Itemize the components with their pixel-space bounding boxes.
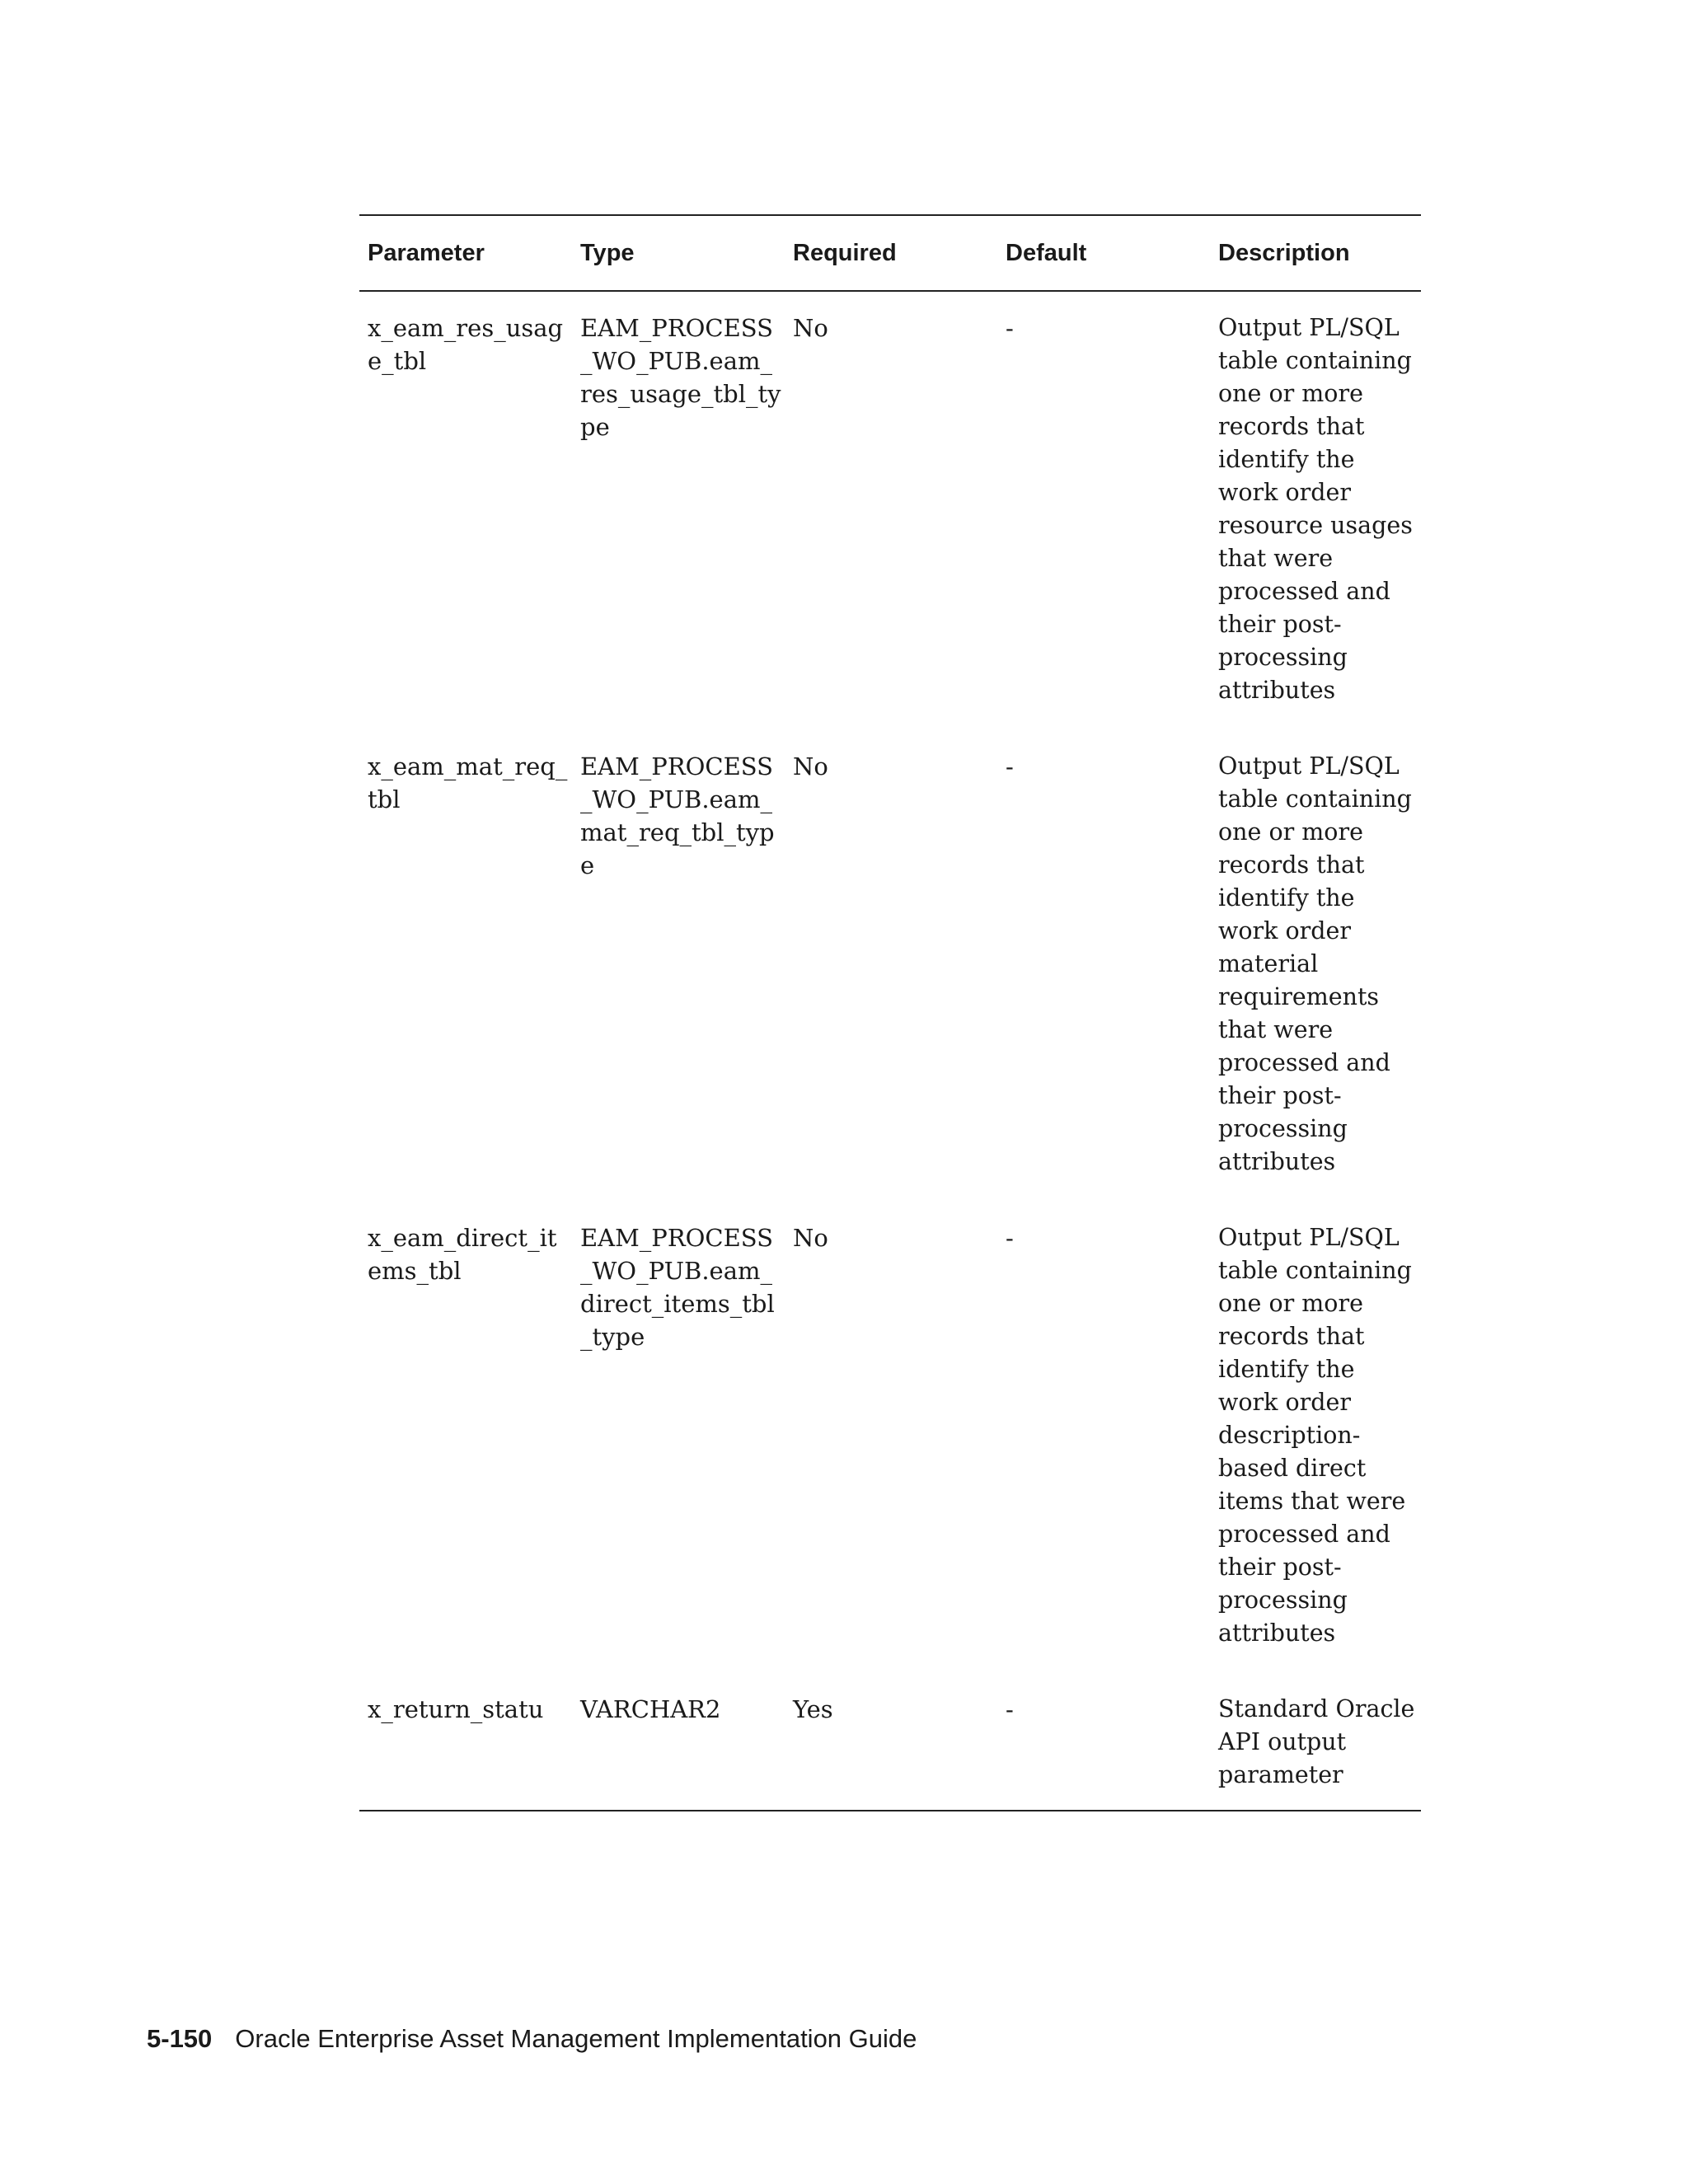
table-row (359, 312, 1421, 750)
cell-description: Output PL/SQL table containing one or more records that identify the work order description-based direct items that were processed and their post-processing attributes (1218, 1224, 1412, 1647)
cell-default: - (1006, 1695, 1014, 1723)
page-footer (147, 2024, 917, 2054)
cell-description: Standard Oracle API output parameter (1218, 1695, 1415, 1788)
cell-parameter: x_eam_direct_items_tbl (368, 1224, 557, 1285)
header-required: Required (793, 239, 897, 266)
cell-type: EAM_PROCESS_WO_PUB.eam_res_usage_tbl_type (580, 314, 781, 441)
table-body (359, 292, 1421, 1810)
cell-parameter: x_eam_mat_req_tbl (368, 752, 568, 813)
header-default: Default (1006, 239, 1087, 266)
header-parameter: Parameter (368, 239, 485, 266)
cell-required: No (793, 1224, 828, 1252)
cell-default: - (1006, 1224, 1014, 1252)
parameter-table (359, 214, 1421, 1811)
table-row (359, 1221, 1421, 1693)
table-row (359, 750, 1421, 1221)
table-header-row (359, 216, 1421, 292)
document-title: Oracle Enterprise Asset Management Implementation Guide (235, 2024, 917, 2053)
page-number: 5-150 (147, 2024, 213, 2053)
cell-type: VARCHAR2 (580, 1695, 721, 1723)
cell-type: EAM_PROCESS_WO_PUB.eam_mat_req_tbl_type (580, 752, 775, 879)
cell-type: EAM_PROCESS_WO_PUB.eam_direct_items_tbl_type (580, 1224, 775, 1351)
cell-description: Output PL/SQL table containing one or more records that identify the work order resource usages that were processed and their post-processing attributes (1218, 314, 1413, 704)
cell-description: Output PL/SQL table containing one or more records that identify the work order material requirements that were processed and their post-processing attributes (1218, 752, 1412, 1175)
cell-required: No (793, 752, 828, 780)
cell-required: No (793, 314, 828, 342)
cell-parameter: x_return_statu (368, 1695, 544, 1723)
table-row (359, 1693, 1421, 1810)
cell-default: - (1006, 752, 1014, 780)
header-description: Description (1218, 239, 1350, 266)
cell-parameter: x_eam_res_usage_tbl (368, 314, 564, 375)
cell-default: - (1006, 314, 1014, 342)
cell-required: Yes (793, 1695, 833, 1723)
header-type: Type (580, 239, 635, 266)
